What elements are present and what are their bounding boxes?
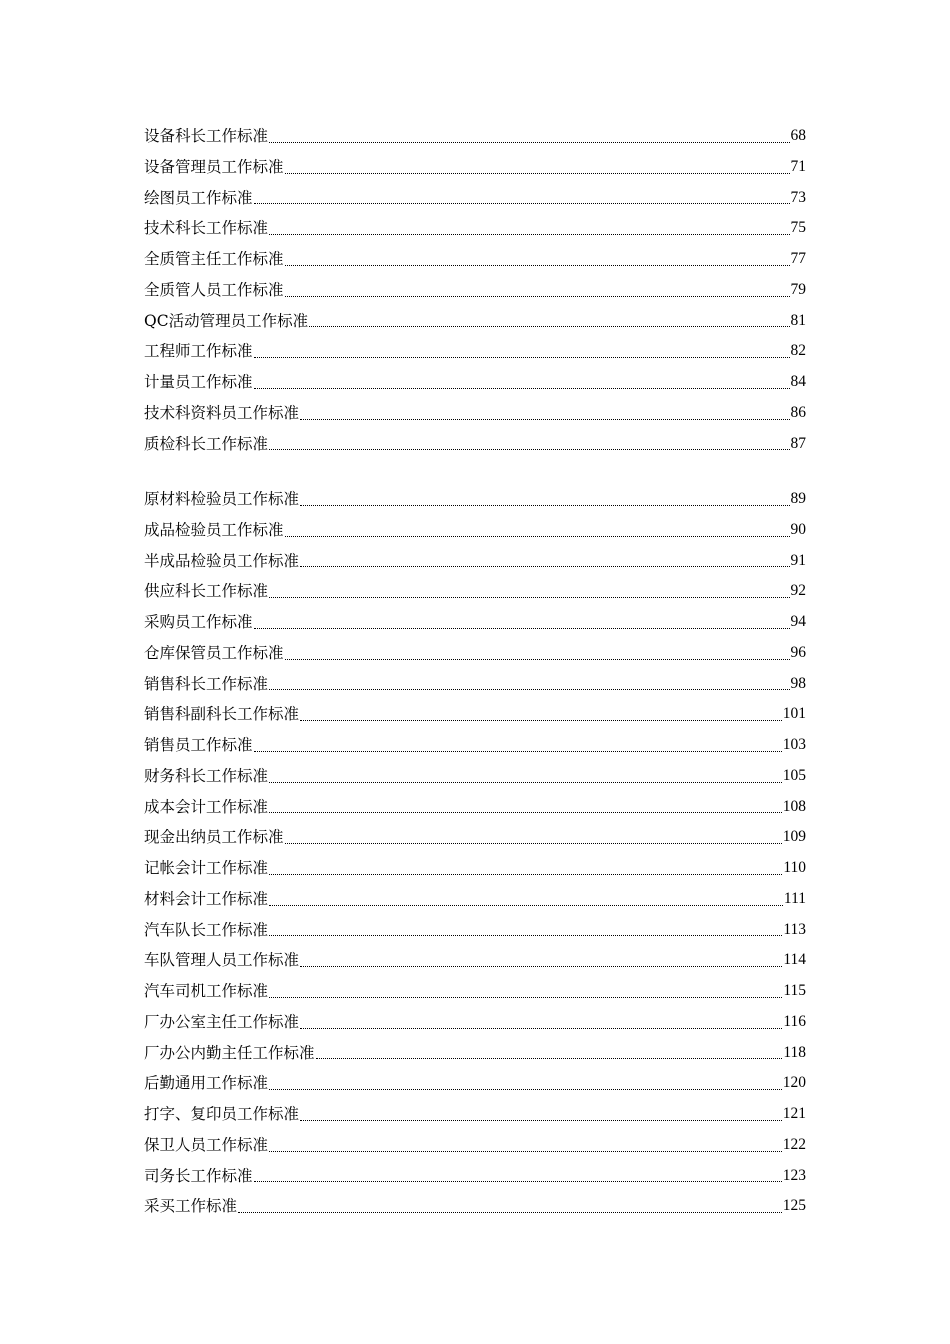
toc-entry[interactable]	[144, 638, 806, 669]
toc-dot-leader	[285, 842, 782, 844]
toc-entry-page-number: 82	[790, 342, 806, 360]
toc-entry-page-number: 68	[790, 127, 806, 144]
toc-dot-leader	[285, 295, 790, 297]
toc-entry-page-number: 122	[782, 1135, 806, 1153]
toc-dot-leader	[254, 202, 790, 204]
toc-entry-page-number: 111	[783, 889, 806, 907]
toc-entry-page-number: 101	[782, 705, 806, 723]
toc-entry[interactable]	[144, 1130, 806, 1161]
toc-entry-page-number: 118	[783, 1043, 806, 1061]
toc-entry[interactable]	[144, 915, 806, 946]
toc-entry-title: 厂办公室主任工作标准	[144, 1012, 300, 1031]
toc-entry[interactable]	[144, 822, 806, 853]
toc-dot-leader	[269, 596, 789, 598]
toc-dot-leader	[300, 1027, 782, 1029]
toc-group	[144, 121, 806, 459]
toc-entry-title: 供应科长工作标准	[144, 582, 269, 601]
toc-entry-title: 后勤通用工作标准	[144, 1074, 269, 1093]
toc-entry-title: 工程师工作标准	[144, 342, 253, 361]
toc-entry-page-number: 108	[782, 797, 806, 815]
toc-dot-leader	[269, 996, 782, 998]
toc-entry-title: 设备科长工作标准	[144, 127, 269, 145]
toc-entry[interactable]	[144, 1099, 806, 1130]
toc-entry-page-number: 71	[790, 157, 806, 175]
toc-entry-title: 打字、复印员工作标准	[144, 1105, 300, 1123]
toc-entry-page-number: 113	[783, 920, 806, 938]
toc-dot-leader	[300, 418, 789, 420]
toc-entry[interactable]	[144, 1191, 806, 1222]
toc-dot-leader	[269, 141, 789, 143]
toc-dot-leader	[300, 965, 782, 967]
toc-entry-title: 全质管人员工作标准	[144, 280, 284, 299]
toc-entry[interactable]	[144, 484, 806, 515]
toc-entry[interactable]	[144, 884, 806, 915]
toc-dot-leader	[269, 781, 782, 783]
toc-entry[interactable]	[144, 792, 806, 823]
toc-dot-leader	[300, 504, 789, 506]
toc-entry-title: 成本会计工作标准	[144, 797, 269, 816]
toc-entry-title: 车队管理人员工作标准	[144, 951, 300, 970]
toc-entry[interactable]	[144, 669, 806, 700]
toc-entry-title: 绘图员工作标准	[144, 188, 253, 207]
toc-entry-page-number: 120	[782, 1074, 806, 1092]
toc-entry[interactable]	[144, 121, 806, 152]
toc-dot-leader	[254, 627, 790, 629]
toc-entry-title: QC活动管理员工作标准	[144, 311, 309, 330]
toc-entry-title: 技术科资料员工作标准	[144, 403, 300, 422]
toc-dot-leader	[269, 1150, 782, 1152]
toc-entry-page-number: 91	[790, 551, 806, 569]
toc-dot-leader	[269, 448, 789, 450]
toc-entry[interactable]	[144, 576, 806, 607]
toc-entry-title: 汽车司机工作标准	[144, 982, 269, 1000]
toc-entry[interactable]	[144, 761, 806, 792]
toc-entry-title: 计量员工作标准	[144, 373, 253, 391]
toc-entry-title: 采买工作标准	[144, 1197, 238, 1216]
toc-entry-page-number: 116	[783, 1012, 806, 1030]
toc-entry[interactable]	[144, 945, 806, 976]
toc-entry-page-number: 96	[790, 643, 806, 661]
toc-entry-page-number: 77	[790, 250, 806, 267]
toc-entry-title: 汽车队长工作标准	[144, 920, 269, 939]
toc-dot-leader	[285, 535, 790, 537]
toc-entry-title: 质检科长工作标准	[144, 434, 269, 453]
toc-dot-leader	[309, 325, 789, 327]
toc-entry[interactable]	[144, 515, 806, 546]
toc-dot-leader	[254, 387, 790, 389]
toc-entry[interactable]	[144, 213, 806, 244]
toc-entry[interactable]	[144, 699, 806, 730]
toc-entry-page-number: 84	[790, 373, 806, 390]
toc-entry-title: 半成品检验员工作标准	[144, 551, 300, 570]
toc-entry-title: 现金出纳员工作标准	[144, 828, 284, 847]
toc-entry[interactable]	[144, 1007, 806, 1038]
toc-entry-page-number: 98	[790, 674, 806, 692]
toc-entry[interactable]	[144, 976, 806, 1007]
toc-entry-title: 记帐会计工作标准	[144, 859, 269, 877]
toc-entry[interactable]	[144, 336, 806, 367]
toc-entry-page-number: 79	[790, 280, 806, 298]
toc-entry-page-number: 75	[790, 219, 806, 237]
toc-dot-leader	[300, 1119, 782, 1121]
toc-entry-title: 采购员工作标准	[144, 613, 253, 631]
toc-dot-leader	[269, 934, 782, 936]
toc-entry-title: 成品检验员工作标准	[144, 520, 284, 539]
toc-entry-page-number: 73	[790, 188, 806, 206]
toc-entry[interactable]	[144, 730, 806, 761]
toc-entry[interactable]	[144, 546, 806, 577]
toc-entry[interactable]	[144, 853, 806, 884]
toc-entry-page-number: 121	[782, 1105, 806, 1122]
toc-entry-page-number: 125	[782, 1197, 806, 1215]
toc-dot-leader	[238, 1211, 782, 1213]
toc-entry[interactable]	[144, 1068, 806, 1099]
toc-entry[interactable]	[144, 429, 806, 460]
toc-entry-page-number: 81	[790, 311, 806, 329]
toc-entry[interactable]	[144, 275, 806, 306]
toc-entry[interactable]	[144, 398, 806, 429]
toc-entry[interactable]	[144, 607, 806, 638]
toc-entry-title: 原材料检验员工作标准	[144, 490, 300, 508]
toc-group	[144, 484, 806, 1222]
toc-entry-page-number: 89	[790, 490, 806, 507]
toc-entry[interactable]	[144, 367, 806, 398]
toc-entry-title: 厂办公内勤主任工作标准	[144, 1043, 315, 1062]
toc-entry-page-number: 103	[782, 736, 806, 753]
toc-entry-page-number: 110	[783, 859, 806, 876]
toc-entry-page-number: 87	[790, 434, 806, 452]
toc-entry-page-number: 114	[783, 951, 806, 969]
toc-dot-leader	[300, 565, 789, 567]
toc-entry-page-number: 123	[782, 1166, 806, 1184]
toc-dot-leader	[300, 719, 782, 721]
toc-entry-title: 销售科长工作标准	[144, 674, 269, 693]
toc-entry[interactable]	[144, 152, 806, 183]
toc-entry[interactable]	[144, 306, 806, 337]
toc-entry-page-number: 109	[782, 828, 806, 846]
toc-entry[interactable]	[144, 1161, 806, 1192]
toc-dot-leader	[269, 688, 789, 690]
toc-dot-leader	[285, 658, 790, 660]
toc-dot-leader	[269, 811, 782, 813]
toc-entry[interactable]	[144, 244, 806, 275]
toc-entry-title: 技术科长工作标准	[144, 219, 269, 238]
toc-entry-title: 仓库保管员工作标准	[144, 643, 284, 662]
toc-entry-title: 保卫人员工作标准	[144, 1135, 269, 1154]
toc-dot-leader	[316, 1057, 783, 1059]
toc-entry[interactable]	[144, 1038, 806, 1069]
toc-entry-title: 销售科副科长工作标准	[144, 705, 300, 724]
toc-entry-page-number: 86	[790, 403, 806, 421]
toc-dot-leader	[269, 1088, 782, 1090]
toc-dot-leader	[254, 750, 782, 752]
toc-entry-title: 全质管主任工作标准	[144, 250, 284, 268]
toc-entry-page-number: 90	[790, 520, 806, 538]
toc-entry-page-number: 115	[783, 982, 806, 999]
toc-entry-title: 设备管理员工作标准	[144, 157, 284, 176]
toc-entry-title: 销售员工作标准	[144, 736, 253, 754]
toc-dot-leader	[269, 873, 782, 875]
toc-entry-page-number: 105	[782, 766, 806, 784]
toc-entry-page-number: 94	[790, 613, 806, 630]
toc-entry-title: 材料会计工作标准	[144, 889, 269, 908]
toc-dot-leader	[269, 233, 789, 235]
toc-dot-leader	[254, 1180, 782, 1182]
toc-dot-leader	[269, 904, 783, 906]
toc-entry-title: 司务长工作标准	[144, 1166, 253, 1185]
toc-entry[interactable]	[144, 183, 806, 214]
toc-dot-leader	[254, 356, 790, 358]
toc-dot-leader	[285, 264, 790, 266]
toc-entry-page-number: 92	[790, 582, 806, 600]
toc-entry-title: 财务科长工作标准	[144, 766, 269, 785]
toc-dot-leader	[285, 172, 790, 174]
